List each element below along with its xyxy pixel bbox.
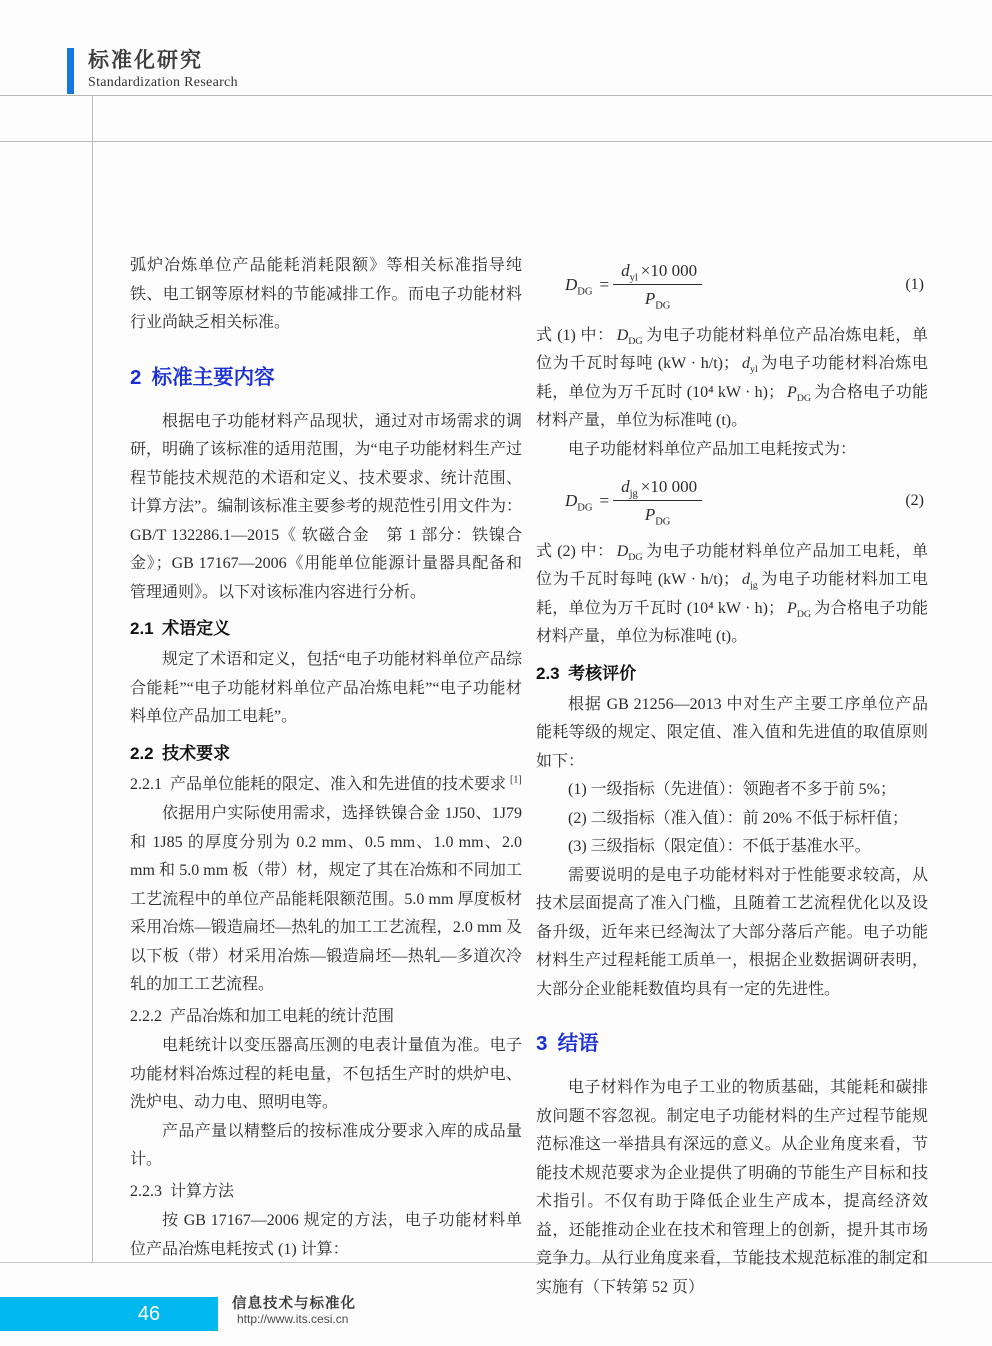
var-d-yl: $d_{yl}$ [741, 355, 758, 376]
header-titles [88, 48, 238, 94]
formula-2-multiplier: ×10 000 [640, 477, 698, 496]
var-P-DG: $P_{DG}$ [786, 383, 812, 404]
right-column [536, 248, 928, 1302]
formula-2-lhs [562, 490, 613, 514]
formula-1-lhs [562, 274, 613, 298]
header-rule-top [0, 95, 992, 96]
equals-sign: = [599, 491, 610, 511]
formula-1 [562, 260, 928, 310]
subsection-heading-2-2: 2.2 技术要求 [130, 743, 231, 763]
var-D-DG: $D_{DG}$ [616, 326, 643, 347]
eq2-explanation: 式 (2) 中： $D_{DG}$ 为电子功能材料单位产品加工电耗，单位为千瓦时每吨 (kW · h/t)； $d_{jg}$ 为电子功能材料加工电耗，单位为万千瓦时 (10⁴ kW · h)； $P_{DG}$ 为合格电子功能材料产量，单位为标准吨 (t)。 [536, 542, 928, 645]
paragraph-statistics-2: 产品产量以精整后的按标准成分要求入库的成品量计。 [130, 1122, 522, 1168]
journal-header [67, 48, 238, 94]
paragraph-alloy: 依据用户实际使用需求，选择铁镍合金 1J50、1J79 和 1J85 的厚度分别为 0.2 mm、0.5 mm、1.0 mm、2.0 mm 和 5.0 mm 板（带）材，规定了其在冶炼和不同加工工艺流程中的单位产品能耗限额范围。5.0 mm 厚度板材采用冶炼—锻造扁坯—热轧的加工工艺流程，2.0 mm 及以下板（带）材采用冶炼—锻造扁坯—热轧—多道次冷轧的加工工艺流程。 [130, 805, 522, 993]
subsection-heading-2-3: 2.3 考核评价 [536, 663, 637, 683]
page-number-badge: 46 [0, 1297, 218, 1331]
var-P-DG: $P_{DG}$ [786, 599, 812, 620]
subsection-heading-2-2-1: 2.2.1 产品单位能耗的限定、准入和先进值的技术要求 [1] [130, 774, 522, 793]
formula-2-number: (2) [905, 491, 924, 509]
paragraph-overview: 根据电子功能材料产品现状，通过对市场需求的调研，明确了该标准的适用范围，为“电子功能材料生产过程节能技术规范的术语和定义、技术要求、统计范围、计算方法”。编制该标准主要参考的规范性引用文件为：GB/T 132286.1—2015《 软磁合金 第 1 部分：铁镍合金》；GB 17167—2006《用能单位能源计量器具配备和管理通则》。以下对该标准内容进行分析。 [130, 412, 522, 601]
formula-1-fraction [613, 260, 702, 310]
var-P-DG: $P_{DG}$ [644, 505, 671, 528]
citation-ref-1: [1] [510, 774, 522, 786]
subsection-heading-2-2-3: 2.2.3 计算方法 [130, 1182, 235, 1200]
var-P-DG: $P_{DG}$ [644, 289, 671, 312]
var-d-jg: $d_{jg}$ [741, 571, 758, 592]
section-heading-3: 3 结语 [536, 1032, 599, 1055]
journal-title-en: Standardization Research [88, 75, 238, 90]
eq1-explanation: 式 (1) 中： $D_{DG}$ 为电子功能材料单位产品冶炼电耗，单位为千瓦时每吨 (kW · h/t)； $d_{yl}$ 为电子功能材料冶炼电耗，单位为万千瓦时 (10⁴ kW · h)； $P_{DG}$ 为合格电子功能材料产量，单位为标准吨 (t)。 [536, 326, 928, 429]
var-D-DG: $D_{DG}$ [565, 275, 593, 298]
var-D-DG: $D_{DG}$ [565, 491, 593, 514]
paragraph-note: 需要说明的是电子功能材料对于性能要求较高，从技术层面提高了准入门槛，且随着工艺流程优化以及设备升级，近年来已经淘汰了大部分落后产能。电子功能材料生产过程耗能工质单一，根据企业数据调研表明，大部分企业能耗数值均具有一定的先进性。 [536, 866, 928, 998]
paragraph-evaluation: 根据 GB 21256—2013 中对生产主要工序单位产品能耗等级的规定、限定值、准入值和先进值的取值原则如下： [536, 695, 928, 770]
formula-2-fraction [613, 476, 702, 526]
paragraph-terms: 规定了术语和定义，包括“电子功能材料单位产品综合能耗”“电子功能材料单位产品冶炼电耗”“电子功能材料单位产品加工电耗”。 [130, 651, 522, 725]
header-accent-bar [67, 48, 74, 94]
equals-sign: = [599, 275, 610, 295]
list-item-3: (3) 三级指标（限定值）：不低于基准水平。 [568, 838, 871, 855]
footer-journal-url: http://www.its.cesi.cn [237, 1312, 349, 1326]
left-margin-rule [92, 95, 93, 1262]
header-rule-bottom [0, 141, 992, 142]
formula-1-multiplier: ×10 000 [640, 261, 698, 280]
paragraph-jg-intro: 电子功能材料单位产品加工电耗按式为： [568, 440, 857, 458]
var-d-jg: $d_{jg}$ [621, 477, 638, 500]
subsection-heading-2-1: 2.1 术语定义 [130, 619, 231, 638]
footer-journal-name: 信息技术与标准化 [232, 1296, 356, 1312]
section-heading-2: 2 标准主要内容 [130, 365, 275, 389]
paragraph-conclusion: 电子材料作为电子工业的物质基础，其能耗和碳排放问题不容忽视。制定电子功能材料的生产过程节能规范标准这一举措具有深远的意义。从企业角度来看，节能技术规范要求为企业提供了明确的节能生产目标和技术指引。不仅有助于降低企业生产成本，提高经济效益，还能推动企业在技术和管理上的创新，提升其市场竞争力。从行业角度来看，节能技术规范标准的制定和实施有（下转第 52 页） [536, 1079, 928, 1296]
paragraph-statistics-1: 电耗统计以变压器高压测的电表计量值为准。电子功能材料冶炼过程的耗电量，不包括生产时的烘炉电、洗炉电、动力电、照明电等。 [130, 1037, 522, 1111]
list-item-2: (2) 二级指标（准入值）：前 20% 不低于标杆值； [568, 809, 908, 827]
var-D-DG: $D_{DG}$ [616, 542, 643, 563]
left-column [130, 252, 522, 1264]
list-item-1: (1) 一级指标（先进值）：领跑者不多于前 5%； [568, 781, 896, 798]
var-d-yl: $d_{yl}$ [621, 261, 638, 284]
subsection-heading-2-2-2: 2.2.2 产品冶炼和加工电耗的统计范围 [130, 1007, 395, 1025]
paragraph-calc-method: 按 GB 17167—2006 规定的方法，电子功能材料单位产品冶炼电耗按式 (1) 计算： [130, 1212, 522, 1258]
formula-2 [562, 476, 928, 526]
paragraph-continuation: 弧炉冶炼单位产品能耗消耗限额》等相关标准指导纯铁、电工钢等原材料的节能减排工作。而电子功能材料行业尚缺乏相关标准。 [130, 257, 522, 331]
formula-1-number: (1) [905, 275, 924, 293]
journal-title-cn: 标准化研究 [88, 49, 203, 72]
